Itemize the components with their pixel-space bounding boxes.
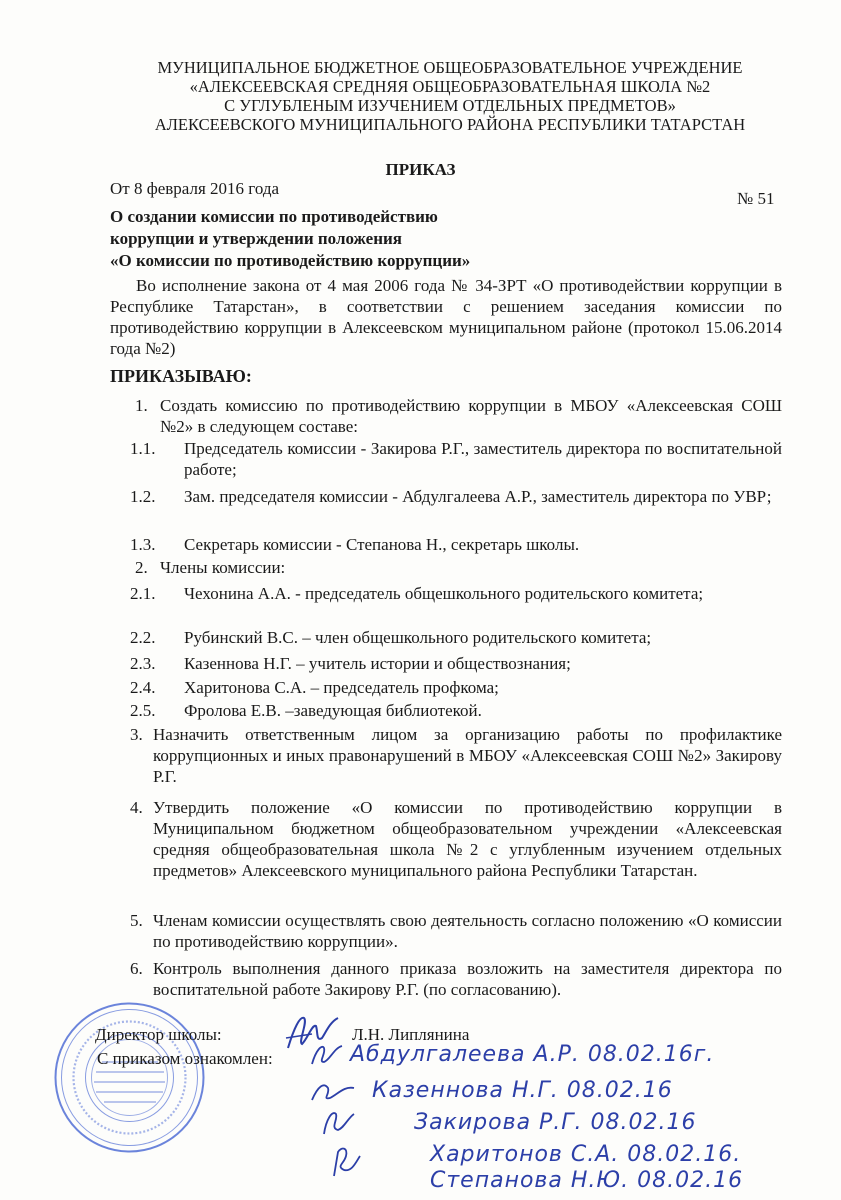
item-number: 2.1. bbox=[130, 584, 156, 603]
item-text: Создать комиссию по противодействию коррупции в МБОУ «Алексеевская СОШ №2» в следующем составе: bbox=[160, 396, 782, 436]
item-text: Назначить ответственным лицом за организацию работы по профилактике коррупционных и иных правонарушений в МБОУ «Алексеевская СОШ №2» Закирову Р.Г. bbox=[153, 725, 782, 786]
preamble: Во исполнение закона от 4 мая 2006 года № 34-ЗРТ «О противодействии коррупции в Республике Татарстан», в соответствии с решением заседания комиссии по противодействию коррупции в Алексеевском муниципальном районе (протокол 15.06.2014 года №2) bbox=[110, 276, 782, 358]
acquaint-entry-2: Казеннова Н.Г. 08.02.16 bbox=[372, 1078, 673, 1103]
acquaint-signature-3 bbox=[318, 1106, 358, 1140]
item-text: Председатель комиссии - Закирова Р.Г., заместитель директора по воспитательной работе; bbox=[184, 439, 782, 479]
header-line-1: МУНИЦИПАЛЬНОЕ БЮДЖЕТНОЕ ОБЩЕОБРАЗОВАТЕЛЬНОЕ УЧРЕЖДЕНИЕ bbox=[157, 58, 743, 77]
director-name: Л.Н. Липлянина bbox=[352, 1025, 470, 1044]
item-number: 3. bbox=[130, 725, 143, 744]
item-number: 1.1. bbox=[130, 439, 156, 458]
item-text: Чехонина А.А. - председатель общешкольного родительского комитета; bbox=[184, 584, 704, 603]
subject-line-3: «О комиссии по противодействию коррупции» bbox=[110, 251, 471, 270]
subject-line-2: коррупции и утверждении положения bbox=[110, 229, 402, 248]
item-text: Контроль выполнения данного приказа возложить на заместителя директора по воспитательной работе Закирову Р.Г. (по согласованию). bbox=[153, 959, 782, 999]
acquaint-entry-1: Абдулгалеева А.Р. 08.02.16г. bbox=[350, 1042, 715, 1067]
item-text: Членам комиссии осуществлять свою деятельность согласно положению «О комиссии по противодействию коррупции». bbox=[153, 911, 782, 951]
doc-number: № 51 bbox=[737, 189, 775, 208]
acquaint-entry-5: Степанова Н.Ю. 08.02.16 bbox=[430, 1168, 744, 1193]
acquaint-signature-1 bbox=[308, 1040, 348, 1070]
order-word: ПРИКАЗЫВАЮ: bbox=[110, 366, 252, 386]
item-text: Рубинский В.С. – член общешкольного родительского комитета; bbox=[184, 628, 652, 647]
doc-title: ПРИКАЗ bbox=[385, 160, 456, 179]
item-number: 2. bbox=[135, 558, 148, 577]
header-line-2: «АЛЕКСЕЕВСКАЯ СРЕДНЯЯ ОБЩЕОБРАЗОВАТЕЛЬНАЯ ШКОЛА №2 bbox=[189, 77, 711, 96]
header-line-4: АЛЕКСЕЕВСКОГО МУНИЦИПАЛЬНОГО РАЙОНА РЕСПУБЛИКИ ТАТАРСТАН bbox=[154, 115, 746, 134]
item-text: Члены комиссии: bbox=[160, 558, 286, 577]
acquaint-entry-4: Харитонов С.А. 08.02.16. bbox=[430, 1142, 742, 1167]
item-text: Зам. председателя комиссии - Абдулгалеева А.Р., заместитель директора по УВР; bbox=[184, 487, 772, 506]
item-number: 2.4. bbox=[130, 678, 156, 697]
item-number: 2.5. bbox=[130, 701, 156, 720]
acquainted-label: С приказом ознакомлен: bbox=[97, 1049, 273, 1068]
acquaint-entry-3: Закирова Р.Г. 08.02.16 bbox=[414, 1110, 697, 1135]
item-number: 6. bbox=[130, 959, 143, 978]
acquaint-signature-4 bbox=[326, 1142, 366, 1182]
item-number: 4. bbox=[130, 798, 143, 817]
item-number: 1.3. bbox=[130, 535, 156, 554]
item-number: 5. bbox=[130, 911, 143, 930]
item-number: 1.2. bbox=[130, 487, 156, 506]
item-number: 2.2. bbox=[130, 628, 156, 647]
subject-line-1: О создании комиссии по противодействию bbox=[110, 207, 438, 226]
header-line-3: С УГЛУБЛЕНЫМ ИЗУЧЕНИЕМ ОТДЕЛЬНЫХ ПРЕДМЕТОВ» bbox=[224, 96, 676, 115]
item-number: 2.3. bbox=[130, 654, 156, 673]
item-text: Фролова Е.В. –заведующая библиотекой. bbox=[184, 701, 482, 720]
item-text: Харитонова С.А. – председатель профкома; bbox=[184, 678, 499, 697]
item-text: Секретарь комиссии - Степанова Н., секретарь школы. bbox=[184, 535, 580, 554]
doc-date: От 8 февраля 2016 года bbox=[110, 179, 280, 198]
director-label: Директор школы: bbox=[95, 1025, 222, 1044]
item-number: 1. bbox=[135, 396, 148, 415]
item-text: Утвердить положение «О комиссии по противодействию коррупции в Муниципальном бюджетном общеобразовательном учреждении «Алексеевская средняя общеобразовательная школа №2 с углубленным изучением отдельных предметов» Алексеевского муниципального района Республики Татарстан. bbox=[153, 798, 782, 880]
acquaint-signature-2 bbox=[308, 1078, 358, 1108]
item-text: Казеннова Н.Г. – учитель истории и обществознания; bbox=[184, 654, 571, 673]
